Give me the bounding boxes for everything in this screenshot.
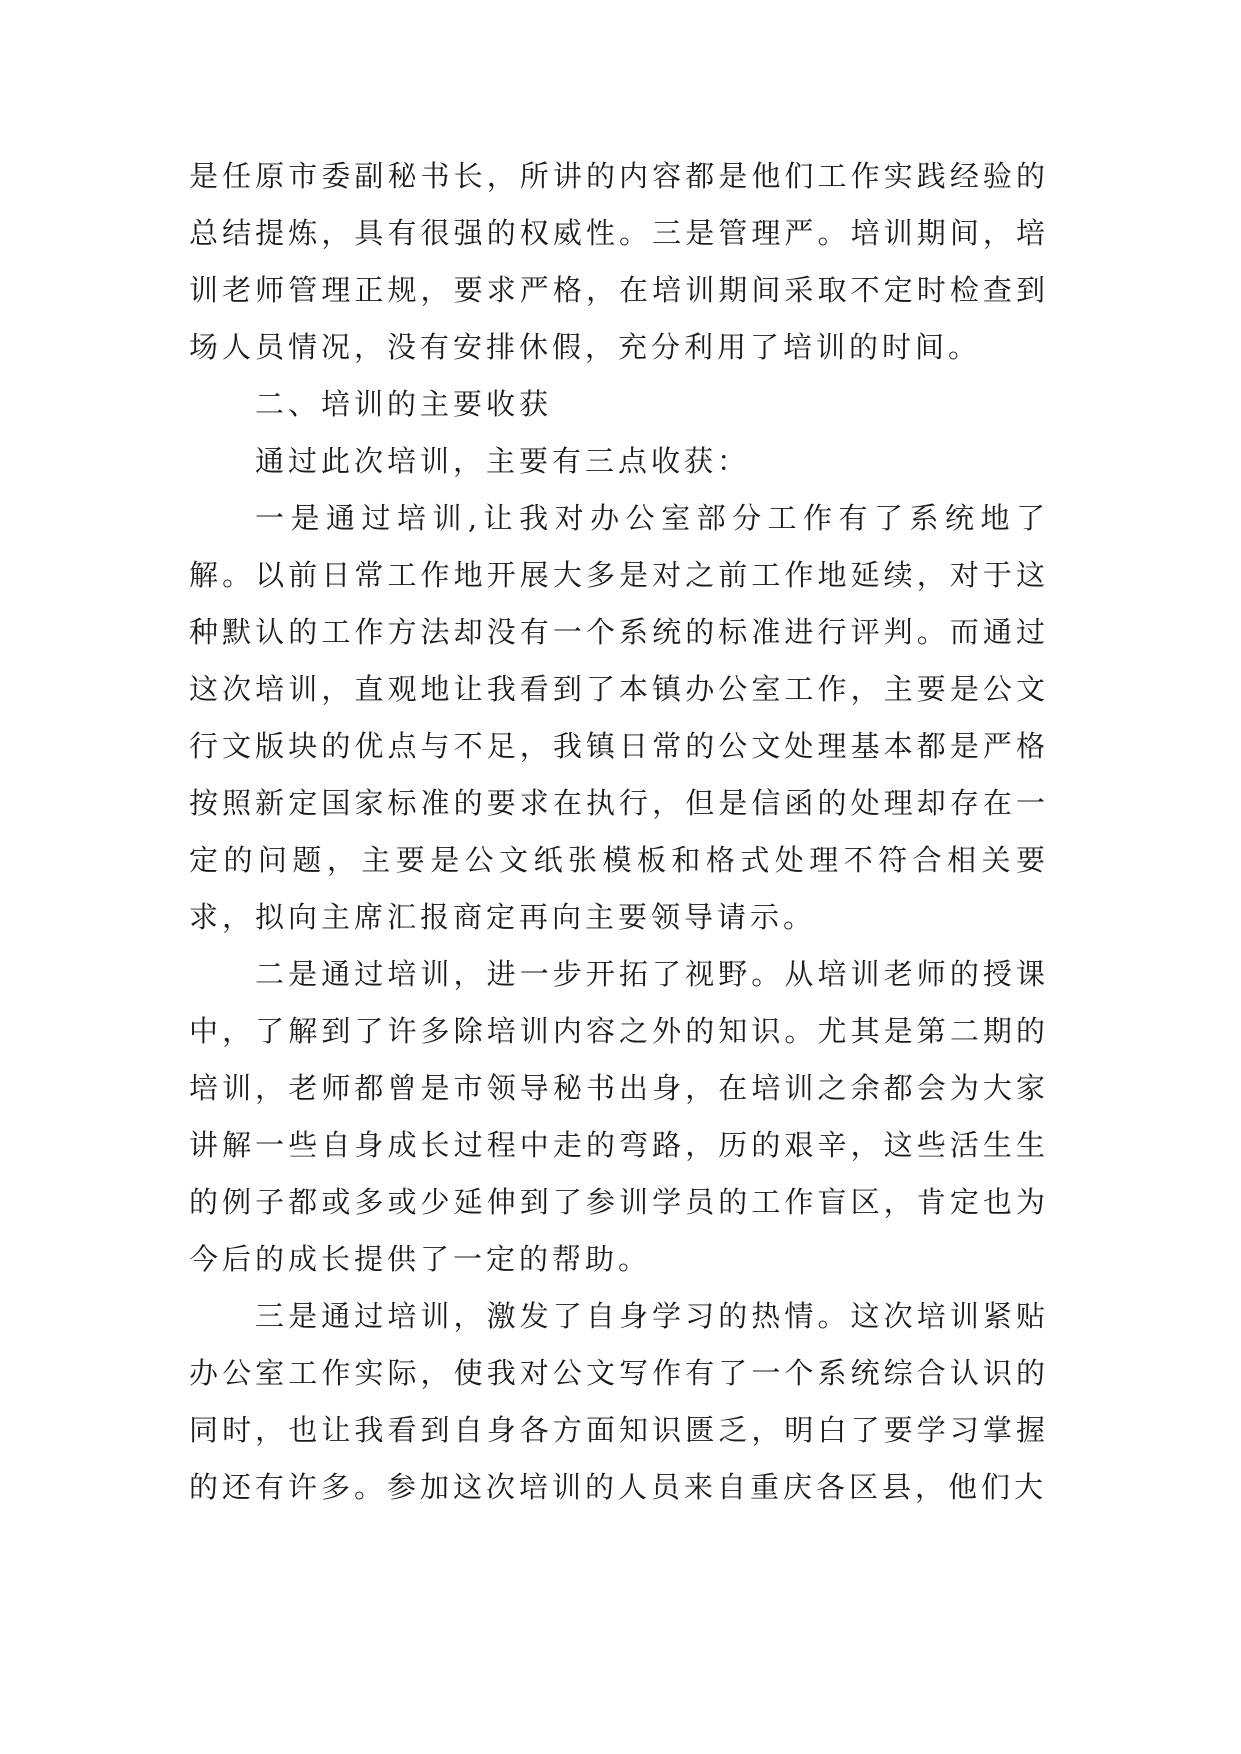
- paragraph-gains-intro: 通过此次培训，主要有三点收获：: [255, 444, 751, 478]
- document-body: [189, 148, 1049, 1516]
- paragraph-gain-three: 三是通过培训，激发了自身学习的热情。这次培训紧贴办公室工作实际，使我对公文写作有了一个系统综合认识的同时，也让我看到自身各方面知识匮乏，明白了要学习掌握的还有许多。参加这次培训的人员来自重庆各区县，他们大: [189, 1299, 1049, 1504]
- paragraph-training-features-continued: 是任原市委副秘书长，所讲的内容都是他们工作实践经验的总结提炼，具有很强的权威性。三是管理严。培训期间，培训老师管理正规，要求严格，在培训期间采取不定时检查到场人员情况，没有安排休假，充分利用了培训的时间。: [189, 159, 1049, 364]
- paragraph-gain-one: 一是通过培训,让我对办公室部分工作有了系统地了解。以前日常工作地开展大多是对之前工作地延续，对于这种默认的工作方法却没有一个系统的标准进行评判。而通过这次培训，直观地让我看到了本镇办公室工作，主要是公文行文版块的优点与不足，我镇日常的公文处理基本都是严格按照新定国家标准的要求在执行，但是信函的处理却存在一定的问题，主要是公文纸张模板和格式处理不符合相关要求，拟向主席汇报商定再向主要领导请示。: [189, 501, 1049, 934]
- section-heading-main-gains: 二、培训的主要收获: [255, 387, 553, 421]
- paragraph-gain-two: 二是通过培训，进一步开拓了视野。从培训老师的授课中，了解到了许多除培训内容之外的知识。尤其是第二期的培训，老师都曾是市领导秘书出身，在培训之余都会为大家讲解一些自身成长过程中走的弯路，历的艰辛，这些活生生的例子都或多或少延伸到了参训学员的工作盲区，肯定也为今后的成长提供了一定的帮助。: [189, 957, 1049, 1276]
